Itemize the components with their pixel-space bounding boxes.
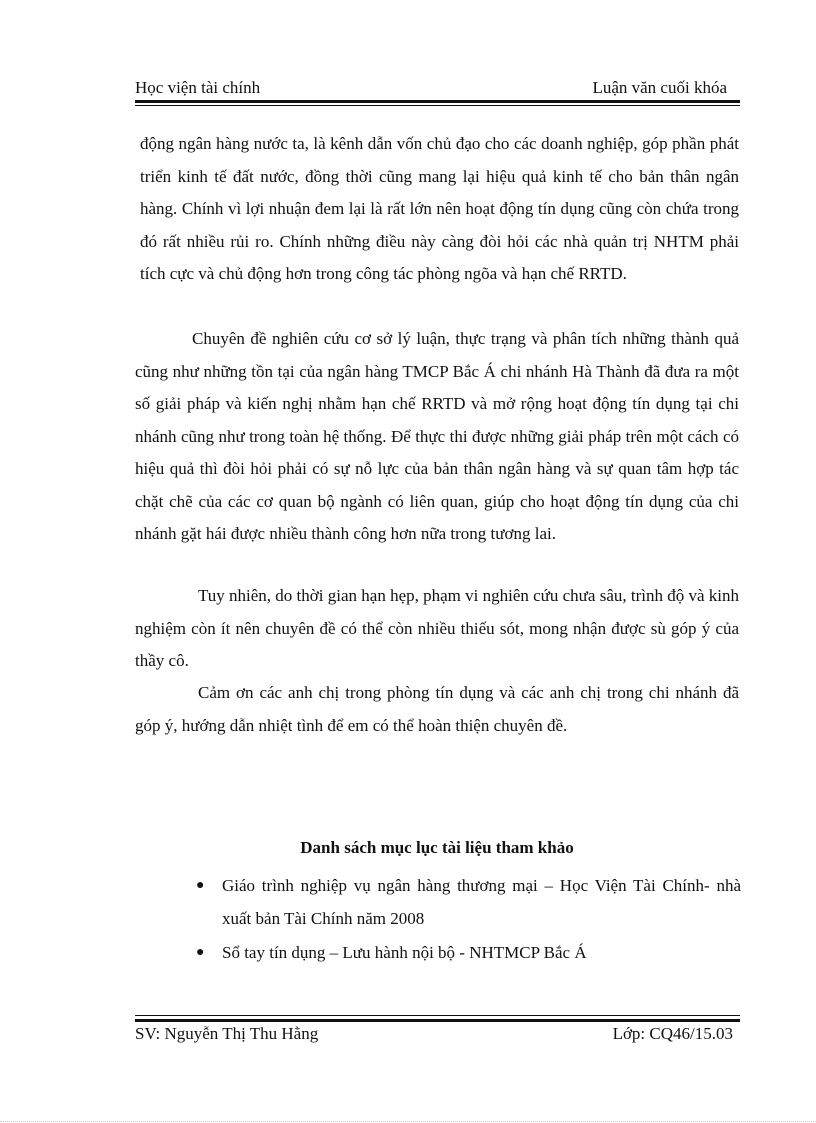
bullet-icon: ●: [196, 878, 205, 893]
header-rule-thin: [135, 105, 740, 106]
paragraph-2: Chuyên đề nghiên cứu cơ sở lý luận, thực trạng và phân tích những thành quả cũng như những tồn tại của ngân hàng TMCP Bắc Á chi nhánh Hà Thành đã đưa ra một số giải pháp và kiến nghị nhằm hạn chế RRTD và mở rộng hoạt động tín dụng tại chi nhánh cũng như trong toàn hệ thống. Để thực thi được những giải pháp trên một cách có hiệu quả thì đòi hỏi phải có sự nỗ lực của bản thân ngân hàng và sự quan tâm hợp tác chặt chẽ của các cơ quan bộ ngành có liên quan, giúp cho hoạt động tín dụng của chi nhánh gặt hái được nhiều thành công hơn nữa trong tương lai.: [135, 329, 739, 543]
paragraph-4: Cảm ơn các anh chị trong phòng tín dụng và các anh chị trong chi nhánh đã góp ý, hướng dẫn nhiệt tình để em có thể hoàn thiện chuyên đề.: [135, 683, 739, 735]
page-header: [135, 78, 739, 100]
reference-item: [196, 870, 741, 935]
page-footer: [135, 1024, 739, 1046]
bullet-icon: ●: [196, 945, 205, 960]
footer-class: Lớp: CQ46/15.03: [612, 1024, 733, 1043]
footer-rule-thick: [135, 1019, 740, 1022]
header-rule-thick: [135, 100, 740, 103]
header-doc-type: Luận văn cuối khóa: [592, 78, 727, 97]
reference-text: Sổ tay tín dụng – Lưu hành nội bộ - NHTMCP Bắc Á: [222, 943, 587, 962]
reference-item: [196, 937, 741, 970]
reference-text: Giáo trình nghiệp vụ ngân hàng thương mại – Học Viện Tài Chính- nhà xuất bản Tài Chính năm 2008: [222, 876, 741, 928]
header-institution: Học viện tài chính: [135, 78, 261, 97]
footer-student: SV: Nguyễn Thị Thu Hằng: [135, 1024, 319, 1043]
references-title: Danh sách mục lục tài liệu tham khảo: [300, 838, 574, 857]
paragraph-3: Tuy nhiên, do thời gian hạn hẹp, phạm vi nghiên cứu chưa sâu, trình độ và kinh nghiệm còn ít nên chuyên đề có thể còn nhiều thiếu sót, mong nhận được sù góp ý của thầy cô.: [135, 586, 739, 670]
references-list: [196, 870, 741, 972]
footer-rule-thin: [135, 1015, 740, 1016]
paragraph-1: động ngân hàng nước ta, là kênh dẫn vốn chủ đạo cho các doanh nghiệp, góp phần phát triển kinh tế đất nước, đồng thời cũng mang lại hiệu quả kinh tế cho bản thân ngân hàng. Chính vì lợi nhuận đem lại là rất lớn nên hoạt động tín dụng cũng còn chứa trong đó rất nhiều rủi ro. Chính những điều này càng đòi hỏi các nhà quản trị NHTM phải tích cực và chủ động hơn trong công tác phòng ngõa và hạn chế RRTD.: [140, 134, 739, 283]
page-edge-divider: [0, 1121, 816, 1122]
